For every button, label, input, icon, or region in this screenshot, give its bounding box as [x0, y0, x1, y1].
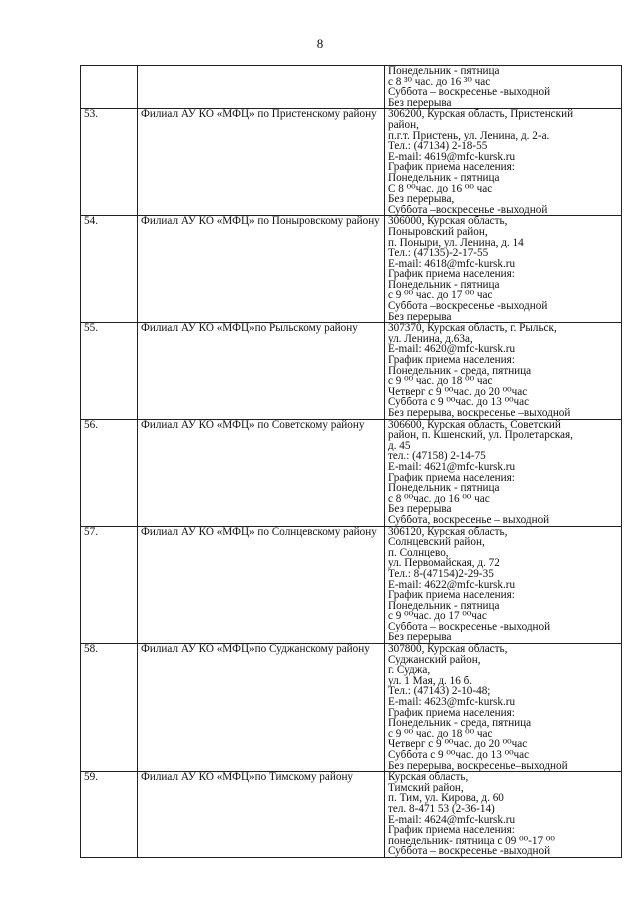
number-cell — [81, 66, 138, 109]
branch-name: Филиал АУ КО «МФЦ» по Солнцевскому району — [138, 526, 385, 644]
info-line: График приема населения: — [388, 355, 515, 366]
info-line: Суджанский район, — [388, 654, 481, 666]
info-line: Суббота – воскресенье -выходной — [388, 621, 551, 633]
info-line: Суббота – воскресенье -выходной — [388, 846, 551, 857]
email-line[interactable]: E-mail: 4620@mfc-kursk.ru — [388, 344, 516, 356]
info-line: Суббота –воскресенье -выходной — [388, 301, 548, 312]
name-cell — [138, 66, 385, 109]
info-line: с 8 ⁰⁰час. до 16 ⁰⁰ час — [388, 493, 490, 505]
info-line: Суббота с 9 ⁰⁰час. до 13 ⁰⁰час — [388, 750, 530, 761]
info-line: Без перерыва — [388, 632, 452, 644]
branch-name: Филиал АУ КО «МФЦ» по Поныровскому району — [138, 216, 385, 323]
info-line: тел. 8-471 53 (2-36-14) — [388, 803, 495, 815]
info-line: ул. Ленина, д.63а, — [388, 333, 473, 345]
info-cell — [385, 66, 622, 109]
info-line: ул. 1 Мая, д. 16 б. — [388, 675, 473, 687]
branch-name: Филиал АУ КО «МФЦ»по Тимскому району — [138, 772, 385, 858]
branches-table — [80, 65, 622, 858]
info-line: С 8 ⁰⁰час. до 16 ⁰⁰ час — [388, 183, 493, 195]
branch-info — [385, 323, 622, 419]
table-row — [81, 644, 622, 772]
info-line: Понедельник - среда, пятница — [388, 718, 532, 729]
info-line: График приема населения: — [388, 472, 515, 484]
info-line: с 9 ⁰⁰ час. до 18 ⁰⁰ час — [388, 728, 493, 740]
info-line: г. Суджа, — [388, 665, 431, 676]
info-line: с 9 ⁰⁰ час. до 17 ⁰⁰ час — [388, 290, 493, 302]
table-row — [81, 419, 622, 526]
info-line: График приема населения: — [388, 590, 515, 601]
row-number: 56. — [81, 419, 138, 526]
info-line: 306200, Курская область, Пристенский — [388, 109, 574, 120]
table-row — [81, 772, 622, 858]
info-line: График приема населения: — [388, 707, 515, 719]
info-line: понедельник- пятница с 09 ⁰⁰-17 ⁰⁰ — [388, 835, 555, 847]
info-line: Тел.: (47143) 2-10-48; — [388, 686, 491, 698]
info-line: п. Тим, ул. Кирова, д. 60 — [388, 793, 504, 804]
row-number: 58. — [81, 644, 138, 772]
info-line: Без перерыва — [388, 504, 452, 515]
email-line[interactable]: E-mail: 4624@mfc-kursk.ru — [388, 814, 516, 826]
info-line: Курская область, — [388, 772, 469, 783]
info-line: Без перерыва, — [388, 194, 455, 205]
info-line: д. 45 — [388, 440, 411, 452]
info-line: Понедельник - пятница — [388, 600, 500, 612]
info-line: с 9 ⁰⁰ час. до 18 ⁰⁰ час — [388, 376, 493, 387]
table-row — [81, 216, 622, 323]
email-line[interactable]: E-mail: 4619@mfc-kursk.ru — [388, 151, 516, 163]
info-line: График приема населения: — [388, 162, 515, 173]
info-line: Тел.: (47135)-2-17-55 — [388, 248, 489, 259]
info-line: 307370, Курская область, г. Рыльск, — [388, 323, 557, 334]
info-line: Понедельник - пятница — [388, 172, 500, 184]
info-line: Суббота –воскресенье -выходной — [388, 204, 548, 216]
info-line: Тел.: (47134) 2-18-55 — [388, 141, 488, 152]
info-line: Понедельник - среда, пятница — [388, 365, 532, 377]
email-line[interactable]: E-mail: 4623@mfc-kursk.ru — [388, 697, 516, 708]
info-line: Суббота – воскресенье -выходной — [388, 87, 551, 98]
info-line: Поныровский район, — [388, 226, 488, 238]
info-line: Понедельник - пятница — [388, 66, 500, 77]
page-number: 8 — [316, 36, 324, 51]
table-row — [81, 109, 622, 216]
email-line[interactable]: E-mail: 4621@mfc-kursk.ru — [388, 461, 516, 473]
info-line: Суббота, воскресенье – выходной — [388, 514, 550, 526]
info-line: График приема населения: — [388, 825, 515, 836]
info-line: ул. Первомайская, д. 72 — [388, 558, 500, 569]
row-number: 55. — [81, 323, 138, 419]
table-row — [81, 526, 622, 644]
branch-name: Филиал АУ КО «МФЦ» по Советскому району — [138, 419, 385, 526]
info-line: 307800, Курская область, — [388, 644, 508, 655]
info-line: Без перерыва, воскресенье –выходной — [388, 408, 571, 419]
info-line: Тимский район, — [388, 782, 464, 794]
info-line: район, п. Кшенский, ул. Пролетарская, — [388, 430, 573, 441]
info-line: Солнцевский район, — [388, 537, 485, 548]
row-number: 54. — [81, 216, 138, 323]
branch-info — [385, 109, 622, 216]
branch-info — [385, 526, 622, 644]
info-line: 306120, Курская область, — [388, 526, 508, 538]
table-row — [81, 323, 622, 419]
info-line: Понедельник - пятница — [388, 279, 500, 291]
branch-info — [385, 216, 622, 323]
info-line: п.г.т. Пристень, ул. Ленина, д. 2-а. — [388, 130, 550, 142]
info-line: п. Солнцево, — [388, 547, 449, 559]
info-line: тел.: (47158) 2-14-75 — [388, 451, 486, 462]
info-line: Четверг с 9 ⁰⁰час. до 20 ⁰⁰час — [388, 739, 528, 750]
info-line: п. Поныри, ул. Ленина, д. 14 — [388, 237, 524, 249]
info-line: Четверг с 9 ⁰⁰час. до 20 ⁰⁰час — [388, 386, 528, 398]
branch-info — [385, 419, 622, 526]
info-line: Понедельник - пятница — [388, 483, 500, 494]
info-line: с 9 ⁰⁰час. до 17 ⁰⁰час — [388, 611, 487, 622]
info-line: Тел.: 8-(47154)2-29-35 — [388, 568, 494, 580]
info-line: Суббота с 9 ⁰⁰час. до 13 ⁰⁰час — [388, 397, 530, 408]
table-row-continued — [81, 66, 622, 109]
branch-name: Филиал АУ КО «МФЦ»по Суджанскому району — [138, 644, 385, 772]
info-line: с 8 ³⁰ час. до 16 ³⁰ час — [388, 76, 491, 88]
row-number: 57. — [81, 526, 138, 644]
branch-name: Филиал АУ КО «МФЦ»по Рыльскому району — [138, 323, 385, 419]
info-line: 306600, Курская область, Советский — [388, 419, 561, 431]
email-line[interactable]: E-mail: 4618@mfc-kursk.ru — [388, 258, 516, 270]
info-line: район, — [388, 119, 419, 131]
info-line: Без перерыва — [388, 97, 452, 109]
branch-info — [385, 644, 622, 772]
info-line: 306000, Курская область, — [388, 216, 508, 227]
info-line: Без перерыва, воскресенье–выходной — [388, 760, 568, 772]
email-line[interactable]: E-mail: 4622@mfc-kursk.ru — [388, 579, 516, 591]
branch-info — [385, 772, 622, 858]
branch-name: Филиал АУ КО «МФЦ» по Пристенскому району — [138, 109, 385, 216]
row-number: 53. — [81, 109, 138, 216]
info-line: График приема населения: — [388, 269, 515, 280]
row-number: 59. — [81, 772, 138, 858]
info-line: Без перерыва — [388, 311, 452, 323]
